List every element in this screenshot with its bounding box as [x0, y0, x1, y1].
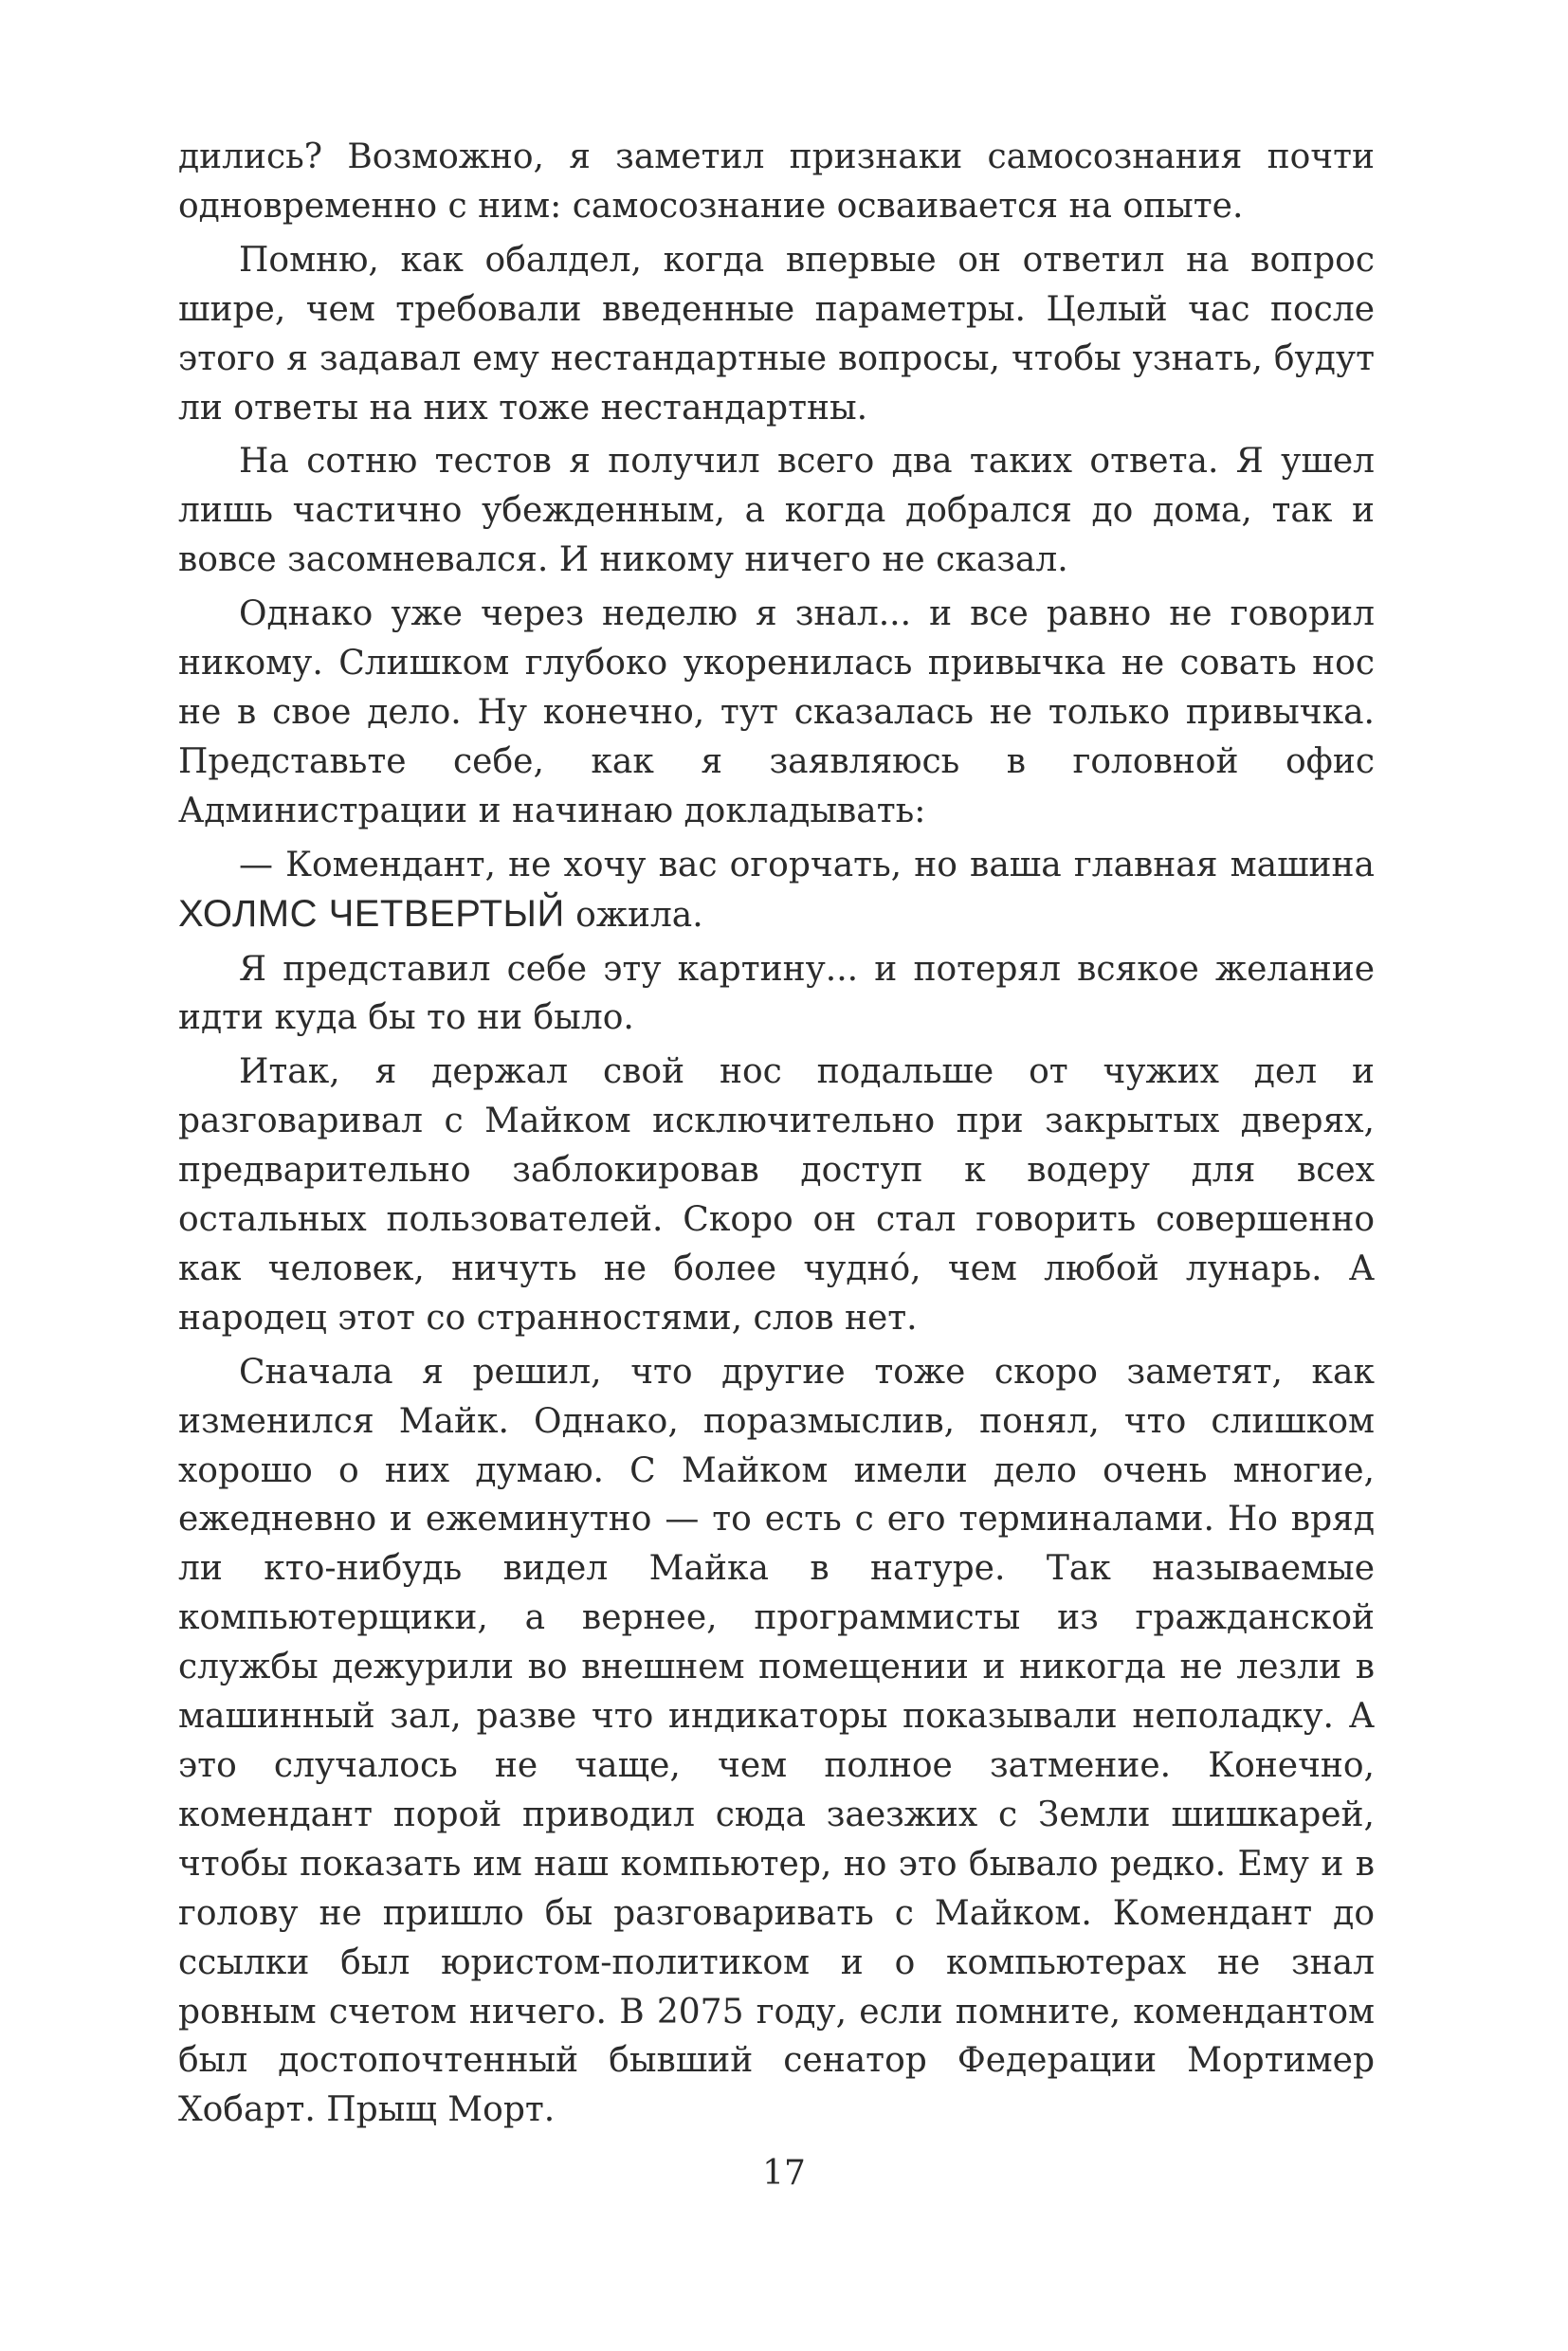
- paragraph-4: Однако уже через неделю я знал... и все равно не говорил никому. Слишком глубоко укоренилась привычка не совать нос не в свое дело. Ну конечно, тут сказалась не только привычка. Представьте себе, как я заявляюсь в головной офис Администрации и начинаю докладывать:: [178, 594, 1375, 830]
- paragraph-2: Помню, как обалдел, когда впервые он ответил на вопрос шире, чем требовали введенные параметры. Целый час после этого я задавал ему нестандартные вопросы, чтобы узнать, будут ли ответы на них тоже нестандартны.: [178, 240, 1375, 428]
- paragraph-3: На сотню тестов я получил всего два таких ответа. Я ушел лишь частично убежденным, а когда добрался до дома, так и вовсе засомневался. И никому ничего не сказал.: [178, 442, 1375, 580]
- page-number: 17: [762, 2154, 806, 2193]
- paragraph-6: Я представил себе эту картину... и потерял всякое желание идти куда бы то ни было.: [178, 949, 1375, 1038]
- paragraph-7: Итак, я держал свой нос подальше от чужих дел и разговаривал с Майком исключительно при закрытых дверях, предварительно заблокировав доступ к водеру для всех остальных пользователей. Скоро он стал говорить совершенно как человек, ничуть не более чудно́, чем любой лунарь. А народец этот со странностями, слов нет.: [178, 1052, 1375, 1338]
- dialogue-text: — Комендант, не хочу вас огорчать, но ваша главная машина: [239, 845, 1375, 884]
- dialogue-ending: ожила.: [575, 895, 703, 935]
- paragraph-8: Сначала я решил, что другие тоже скоро заметят, как изменился Майк. Однако, поразмыслив, понял, что слишком хорошо о них думаю. С Майком имели дело очень многие, ежедневно и ежеминутно — то есть с его терминалами. Но вряд ли кто-нибудь видел Майка в натуре. Так называемые компьютерщики, а вернее, программисты из гражданской службы дежурили во внешнем помещении и никогда не лезли в машинный зал, разве что индикаторы показывали неполадку. А это случалось не чаще, чем полное затмение. Конечно, комендант порой приводил сюда заезжих с Земли шишкарей, чтобы показать им наш компьютер, но это бывало редко. Ему и в голову не пришло бы разговаривать с Майком. Комендант до ссылки был юристом-политиком и о компьютерах не знал ровным счетом ничего. В 2075 году, если помните, комендантом был достопочтенный бывший сенатор Федерации Мортимер Хобарт. Прыщ Морт.: [178, 1352, 1375, 2130]
- machine-name: ХОЛМС ЧЕТВЕРТЫЙ: [178, 892, 565, 935]
- body-text: [178, 133, 1375, 2140]
- dialogue-paragraph: [178, 841, 1375, 940]
- paragraph-1: дились? Возможно, я заметил признаки самосознания почти одновременно с ним: самосознание осваивается на опыте.: [178, 137, 1375, 226]
